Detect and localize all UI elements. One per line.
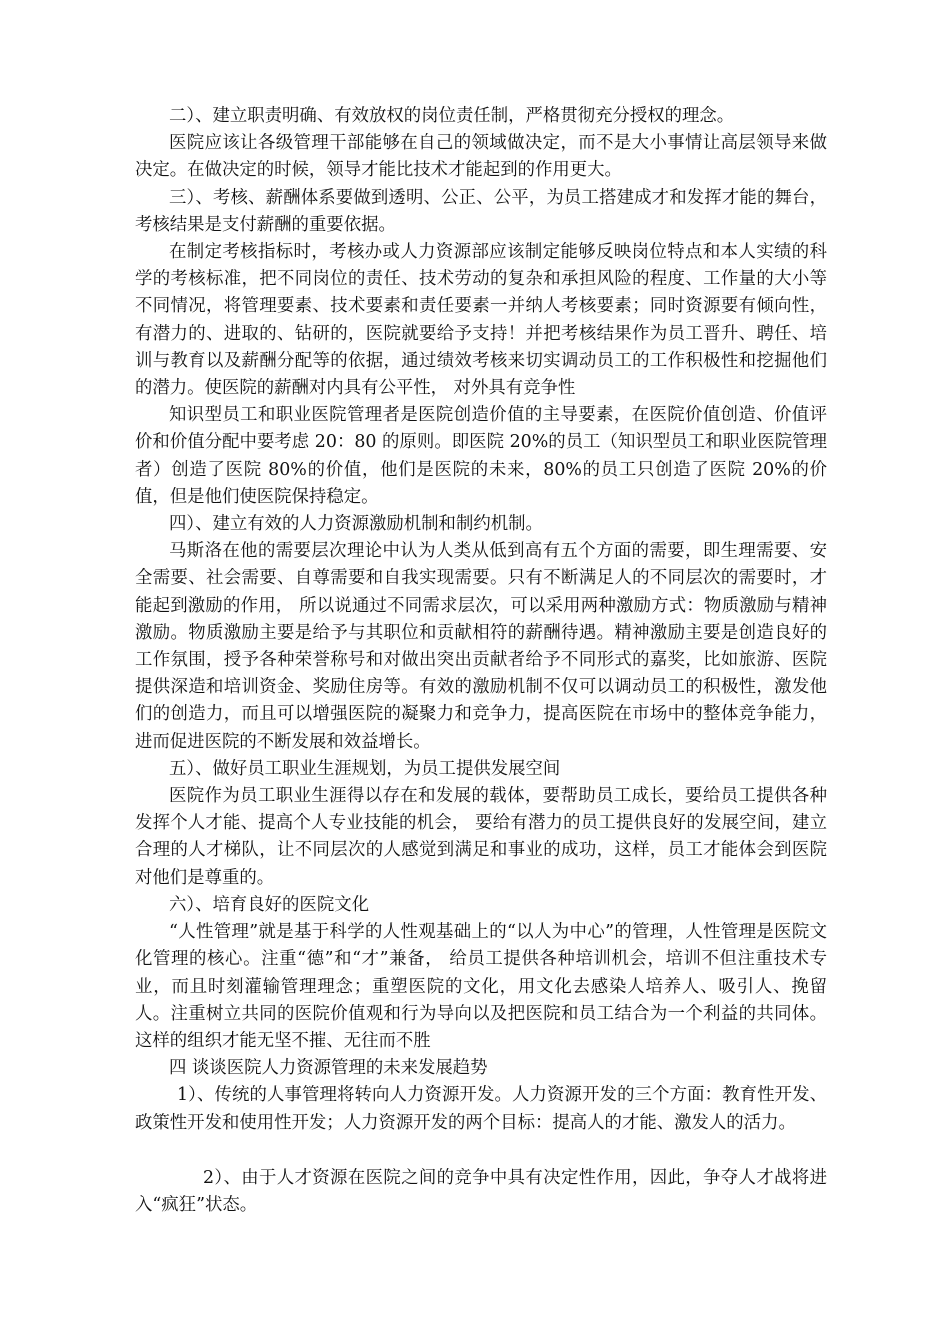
list-item: 2）、由于人才资源在医院之间的竞争中具有决定性作用，因此，争夺人才战将进入“疯狂”状态。: [135, 1167, 827, 1215]
paragraph: 知识型员工和职业医院管理者是医院创造价值的主导要素，在医院价值创造、价值评价和价值分配中要考虑 20：80 的原则。即医院 20%的员工（知识型员工和职业医院管理者）创造了医院 80%的价值，他们是医院的未来，80%的员工只创造了医院 20%的价值，但是他们使医院保持稳定。: [135, 405, 827, 507]
document-body: [135, 103, 827, 1219]
section-heading: 四 谈谈医院人力资源管理的未来发展趋势: [169, 1058, 488, 1079]
paragraph: 医院作为员工职业生涯得以存在和发展的载体，要帮助员工成长，要给员工提供各种发挥个人才能、提高个人专业技能的机会， 要给有潜力的员工提供良好的发展空间，建立合理的人才梯队，让不同层次的人感觉到满足和事业的成功，这样，员工才能体会到医院对他们是尊重的。: [135, 786, 827, 888]
heading-five: 五）、做好员工职业生涯规划，为员工提供发展空间: [169, 758, 561, 779]
paragraph: 在制定考核指标时，考核办或人力资源部应该制定能够反映岗位特点和本人实绩的科学的考核标准，把不同岗位的责任、技术劳动的复杂和承担风险的程度、工作量的大小等不同情况，将管理要素、技术要素和责任要素一并纳人考核要素；同时资源要有倾向性，有潜力的、进取的、钻研的，医院就要给予支持！并把考核结果作为员工晋升、聘任、培训与教育以及薪酬分配等的依据，通过绩效考核来切实调动员工的工作积极性和挖掘他们的潜力。使医院的薪酬对内具有公平性， 对外具有竞争性: [135, 242, 827, 399]
paragraph: 马斯洛在他的需要层次理论中认为人类从低到高有五个方面的需要，即生理需要、安全需要、社会需要、自尊需要和自我实现需要。只有不断满足人的不同层次的需要时，才能起到激励的作用， 所以说通过不同需求层次，可以采用两种激励方式：物质激励与精神激励。物质激励主要是给予与其职位和贡献相符的薪酬待遇。精神激励主要是创造良好的工作氛围，授予各种荣誉称号和对做出突出贡献者给予不同形式的嘉奖，比如旅游、医院提供深造和培训资金、奖励住房等。有效的激励机制不仅可以调动员工的积极性，激发他们的创造力，而且可以增强医院的凝聚力和竞争力，提高医院在市场中的整体竞争能力，进而促进医院的不断发展和效益增长。: [135, 541, 827, 752]
heading-four: 四）、建立有效的人力资源激励机制和制约机制。: [169, 514, 543, 535]
heading-six: 六）、培育良好的医院文化: [169, 894, 369, 915]
paragraph: 医院应该让各级管理干部能够在自己的领域做决定，而不是大小事情让高层领导来做决定。在做决定的时候，领导才能比技术才能起到的作用更大。: [135, 133, 827, 181]
list-item: 1）、传统的人事管理将转向人力资源开发。人力资源开发的三个方面：教育性开发、政策性开发和使用性开发；人力资源开发的两个目标：提高人的才能、激发人的活力。: [135, 1085, 827, 1133]
paragraph: “人性管理”就是基于科学的人性观基础上的“以人为中心”的管理，人性管理是医院文化管理的核心。注重“德”和“才”兼备， 给员工提供各种培训机会，培训不但注重技术专业，而且时刻灌输管理理念；重塑医院的文化，用文化去感染人培养人、吸引人、挽留人。注重树立共同的医院价值观和行为导向以及把医院和员工结合为一个利益的共同体。这样的组织才能无坚不摧、无往而不胜: [135, 922, 827, 1051]
heading-three: 三）、考核、薪酬体系要做到透明、公正、公平，为员工搭建成才和发挥才能的舞台，考核结果是支付薪酬的重要依据。: [135, 187, 827, 235]
heading-two: 二）、建立职责明确、有效放权的岗位责任制，严格贯彻充分授权的理念。: [169, 106, 735, 126]
